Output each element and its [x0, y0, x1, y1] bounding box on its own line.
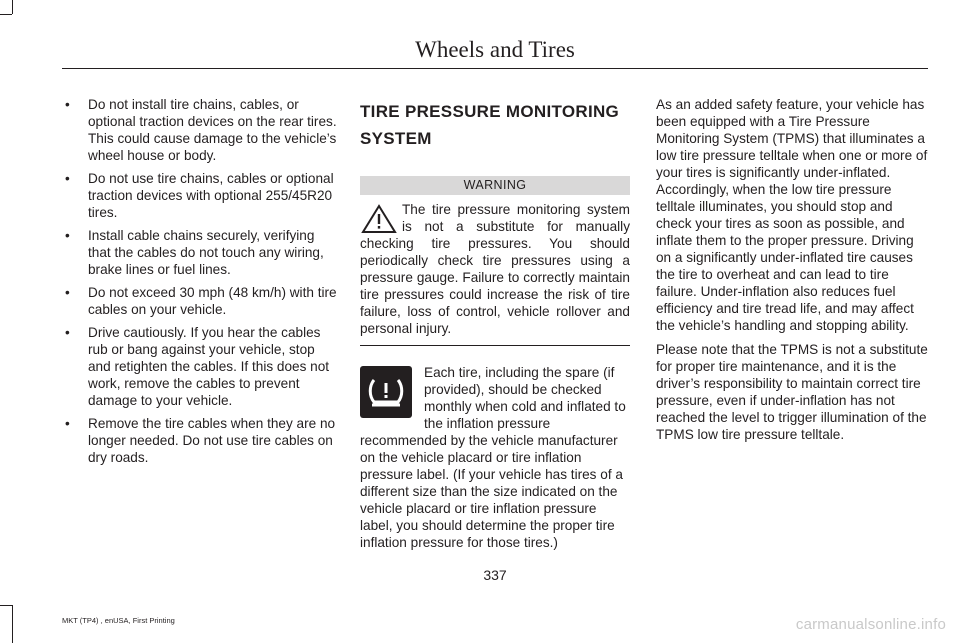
crop-mark-top-left — [12, 0, 13, 14]
section-title-line2: SYSTEM — [360, 129, 432, 148]
list-item-text: Do not exceed 30 mph (48 km/h) with tire cables on your vehicle. — [88, 285, 337, 317]
print-info: MKT (TP4) , enUSA, First Printing — [62, 616, 175, 625]
section-title — [360, 100, 630, 150]
tpms-check-text: Each tire, including the spare (if provided), should be checked monthly when cold and inflated to the inflation pressure recommended by the vehicle manufacturer on the vehicle placard or tire inflation pressure label. (If your vehicle has tires of a different size than the size indicated on the vehicle placard or tire inflation pressure label, you should determine the proper tire inflation pressure for those tires.) — [360, 365, 626, 550]
bullet-symbol: • — [65, 97, 70, 112]
list-item — [62, 96, 337, 164]
tpms-feature-paragraph: As an added safety feature, your vehicle has been equipped with a Tire Pressure Monitoring System (TPMS) that illuminates a low tire pressure telltale when one or more of your tires is significantly under-inflated. Accordingly, when the low tire pressure telltale illuminates, you should stop and check your tires as soon as possible, and inflate them to the proper pressure. Driving on a significantly under-inflated tire causes the tire to overheat and can lead to tire failure. Under-inflation also reduces fuel efficiency and tire tread life, and may affect the vehicle’s handling and stopping ability. — [656, 97, 928, 333]
tpms-check-paragraph — [360, 364, 630, 551]
warning-divider — [360, 345, 630, 346]
list-item — [62, 284, 337, 318]
tire-chain-bullet-list — [62, 96, 337, 466]
warning-box — [360, 201, 630, 337]
list-item-text: Do not install tire chains, cables, or optional traction devices on the rear tires. This could cause damage to the vehicle’s wheel house or body. — [88, 97, 337, 163]
crop-mark-bottom-left — [12, 605, 13, 643]
tire-pressure-telltale-icon — [360, 366, 412, 418]
watermark: carmanualsonline.info — [795, 616, 946, 633]
bullet-symbol: • — [65, 228, 70, 243]
header-divider — [62, 68, 928, 69]
left-column — [62, 96, 337, 472]
list-item-text: Do not use tire chains, cables or optional traction devices with optional 255/45R20 tires. — [88, 171, 334, 220]
bullet-symbol: • — [65, 325, 70, 340]
page-header-title: Wheels and Tires — [415, 37, 575, 62]
warning-text: The tire pressure monitoring system is not a substitute for manually checking tire pressures. You should periodically check tire pressures using a pressure gauge. Failure to correctly maintain tire pressures could increase the risk of tire failure, loss of control, vehicle rollover and personal injury. — [360, 202, 630, 336]
list-item-text: Remove the tire cables when they are no longer needed. Do not use tire cables on dry roads. — [88, 416, 336, 465]
tire-pressure-telltale-glyph — [366, 374, 406, 410]
crop-mark-bottom-left-h — [0, 605, 12, 606]
crop-mark-top-left-h — [0, 14, 12, 15]
bullet-symbol: • — [65, 171, 70, 186]
tpms-note-paragraph: Please note that the TPMS is not a substitute for proper tire maintenance, and it is the driver’s responsibility to maintain correct tire pressure, even if under-inflation has not reached the level to trigger illumination of the TPMS low tire pressure telltale. — [656, 342, 928, 442]
bullet-symbol: • — [65, 285, 70, 300]
list-item — [62, 415, 337, 466]
list-item — [62, 324, 337, 409]
warning-triangle-icon — [360, 203, 398, 235]
section-title-line1: TIRE PRESSURE MONITORING — [360, 102, 620, 121]
warning-header-bar: WARNING — [360, 176, 630, 195]
list-item — [62, 227, 337, 278]
bullet-symbol: • — [65, 416, 70, 431]
right-column — [656, 96, 928, 450]
list-item — [62, 170, 337, 221]
list-item-text: Drive cautiously. If you hear the cables rub or bang against your vehicle, stop and retighten the cables. If this does not work, remove the cables to prevent damage to your vehicle. — [88, 325, 330, 408]
middle-column — [360, 100, 630, 551]
list-item-text: Install cable chains securely, verifying that the cables do not touch any wiring, brake lines or fuel lines. — [88, 228, 324, 277]
page-number: 337 — [483, 567, 507, 583]
